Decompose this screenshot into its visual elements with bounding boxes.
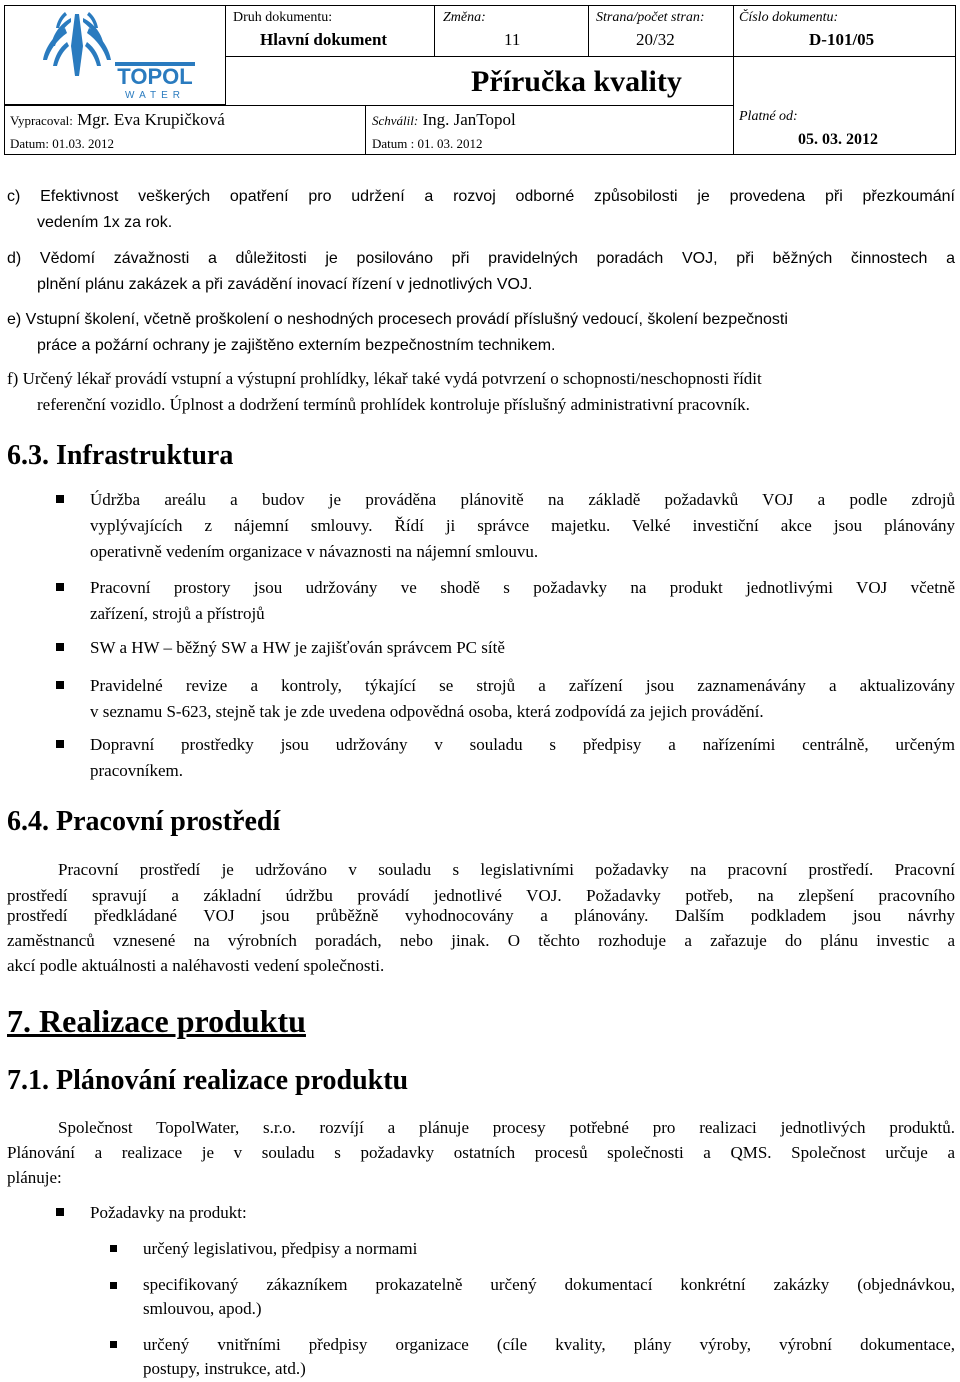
topol-water-logo [5,6,225,104]
prepared-value: Mgr. Eva Krupičková [77,110,225,129]
bullet-square [56,583,64,591]
infra-b3-l1: SW a HW – běžný SW a HW je zajišťován správcem PC sítě [90,638,505,657]
bullet-square-small [110,1245,117,1252]
approved-value: Ing. JanTopol [422,110,516,129]
env-p-l2: prostředí spravují a základní údržbu provádí jednotlivé VOJ. Požadavky potřeb, na zlepšení pracovního [7,886,955,905]
doc-type-cell [225,5,435,57]
doc-type-label: Druh dokumentu: [233,10,333,25]
plan-b1: Požadavky na produkt: [90,1203,247,1222]
item-e-line1: e) Vstupní školení, včetně proškolení o neshodných procesech provádí příslušný vedoucí, školení bezpečnosti [7,311,788,328]
prepared-label: Vypracoval: [10,113,73,128]
heading-6-4: 6.4. Pracovní prostředí [7,806,281,837]
env-p-l5: akcí podle aktuálnosti a naléhavosti vedení společnosti. [7,956,385,975]
plan-s1: určený legislativou, předpisy a normami [143,1239,418,1258]
change-cell [434,5,589,57]
approved-date: Datum : 01. 03. 2012 [372,136,483,151]
approved-label: Schválil: [372,113,419,128]
prepared-row [10,110,225,130]
prepared-cell [4,105,366,155]
valid-value: 05. 03. 2012 [798,131,878,148]
heading-7: 7. Realizace produktu [7,1003,306,1039]
bullet-square [56,681,64,689]
approved-row [372,110,516,130]
doc-type-value: Hlavní dokument [260,30,388,49]
plan-s2-l2: smlouvou, apod.) [143,1299,262,1318]
change-label: Změna: [443,10,486,25]
plan-s2-l1: specifikovaný zákazníkem prokazatelně určený dokumentací konkrétní zakázky (objednávkou, [143,1275,955,1294]
bullet-square [56,1208,64,1216]
prepared-date: Datum: 01.03. 2012 [10,136,114,151]
item-c-line1: c) Efektivnost veškerých opatření pro udržení a rozvoj odborné způsobilosti je provedena při přezkoumání [7,188,955,205]
approved-cell [365,105,734,155]
doc-number-cell [733,5,956,57]
plan-p-l1: Společnost TopolWater, s.r.o. rozvíjí a plánuje procesy potřebné pro realizaci jednotlivých produktů. [58,1118,955,1137]
infra-b5-l2: pracovníkem. [90,761,183,780]
plan-p-l3: plánuje: [7,1168,62,1187]
infra-b2-l1: Pracovní prostory jsou udržovány ve shodě s požadavky na produkt jednotlivými VOJ včetně [90,578,955,597]
item-f-line2: referenční vozidlo. Úplnost a dodržení termínů prohlídek kontroluje příslušný administrativní pracovník. [37,395,750,414]
title-cell [225,56,734,106]
doc-number-value: D-101/05 [809,30,875,49]
infra-b4-l2: v seznamu S-623, stejně tak je zde uvedena odpovědná osoba, která zodpovídá za jejich provádění. [90,702,764,721]
page-label: Strana/počet stran: [596,10,705,25]
heading-7-1: 7.1. Plánování realizace produktu [7,1065,409,1096]
page-cell [588,5,734,57]
plan-s3-l2: postupy, instrukce, atd.) [143,1359,306,1378]
valid-label: Platné od: [739,109,798,124]
infra-b1-l2: vyplývajících z nájemní smlouvy. Řídí ji správce majetku. Velké investiční akce jsou plánovány [90,516,955,535]
change-value: 11 [504,30,521,49]
logo-cell [4,5,226,105]
logo-text-sub: WATER [125,90,185,101]
bullet-square [56,643,64,651]
item-d-line2: plnění plánu zakázek a při zavádění inovací řízení v jednotlivých VOJ. [37,276,533,293]
item-d-line1: d) Vědomí závažnosti a důležitosti je posilováno při pravidelných poradách VOJ, při běžných činnostech a [7,250,955,267]
infra-b5-l1: Dopravní prostředky jsou udržovány v souladu s předpisy a nařízeními centrálně, určeným [90,735,955,754]
plan-s3-l1: určený vnitřními předpisy organizace (cíle kvality, plány výroby, výrobní dokumentace, [143,1335,955,1354]
env-p-l4: zaměstnanců vznesené na výrobních poradách, nebo jinak. O těchto rozhoduje a zařazuje do plánu investic a [7,931,955,950]
valid-cell [733,56,956,155]
bullet-square-small [110,1282,117,1289]
item-c-line2: vedením 1x za rok. [37,214,173,231]
document-title: Příručka kvality [471,65,682,98]
env-p-l1: Pracovní prostředí je udržováno v souladu s legislativními požadavky na pracovní prostředí. Pracovní [58,860,955,879]
env-p-l3: prostředí předkládané VOJ jsou průběžně vyhodnocovány a plánovány. Dalším podkladem jsou návrhy [7,906,955,925]
heading-6-3: 6.3. Infrastruktura [7,440,234,471]
document-header [4,5,956,155]
doc-number-label: Číslo dokumentu: [739,10,839,25]
bullet-square-small [110,1341,117,1348]
item-e-line2: práce a požární ochrany je zajištěno externím bezpečnostním technikem. [37,337,556,354]
bullet-square [56,740,64,748]
bullet-square [56,495,64,503]
item-f-line1: f) Určený lékař provádí vstupní a výstupní prohlídky, lékař také vydá potvrzení o schopnosti/neschopnosti řídit [7,369,762,388]
page-value: 20/32 [636,30,675,49]
infra-b1-l1: Údržba areálu a budov je prováděna plánovitě na základě požadavků VOJ a podle zdrojů [90,490,955,509]
infra-b4-l1: Pravidelné revize a kontroly, týkající se strojů a zařízení jsou zaznamenávány a aktualizovány [90,676,955,695]
infra-b2-l2: zařízení, strojů a přístrojů [90,604,265,623]
infra-b1-l3: operativně vedením organizace v návaznosti na nájemní smlouvu. [90,542,539,561]
logo-text-main: TOPOL [117,64,193,89]
plan-p-l2: Plánování a realizace je v souladu s požadavky ostatních procesů společnosti a QMS. Společnost určuje a [7,1143,955,1162]
